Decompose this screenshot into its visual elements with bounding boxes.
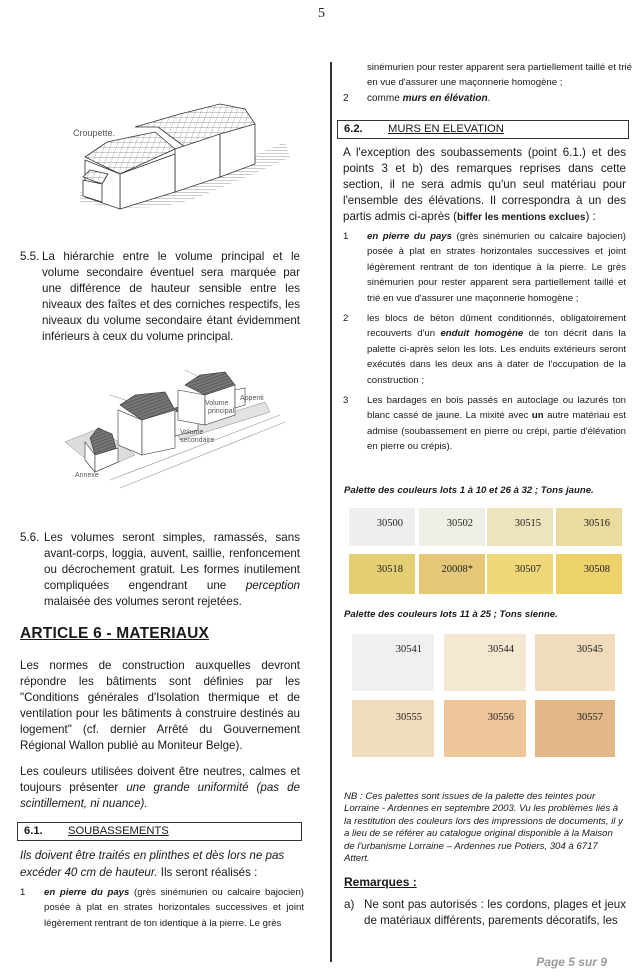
swatch-jaune-3: 30515	[487, 508, 553, 546]
palette-jaune-caption: Palette des couleurs lots 1 à 10 et 26 à 32 ; Tons jaune.	[344, 485, 594, 496]
swatch-jaune-7: 30507	[487, 554, 553, 594]
paragraph-5-6	[20, 530, 300, 610]
list-number: 2	[343, 93, 349, 104]
list-number: 3	[343, 395, 349, 406]
swatch-sienne-6: 30557	[535, 700, 615, 757]
paragraph-couleurs: Les couleurs utilisées doivent être neutres, calmes et toujours présenter une grande uniformité (pas de scintillement, ni nuance).	[20, 765, 300, 810]
section-6-2-header	[337, 120, 629, 139]
list-text: comme murs en élévation.	[367, 93, 491, 104]
continuation-text: sinémurien pour rester apparent sera partiellement taillé et trié en vue d'assurer une maçonnerie homogène ;	[367, 62, 632, 89]
paragraph-number: 5.6.	[20, 531, 40, 544]
list-number: 2	[343, 313, 349, 324]
paragraph-6-1-intro: Ils doivent être traités en plinthes et dès lors ne pas excéder 40 cm de hauteur. Ils seront réalisés :	[20, 849, 285, 879]
nb-note: NB : Ces palettes sont issues de la palette des teintes pour Lorraine - Ardennes en septembre 2003. Vu les problèmes liés à la restitution des couleurs lors des impressions de documents, il y a lieu de se référer au catalogue original disponible à la Maison de l'urbanisme Lorraine – Ardennes rue Potiers, 304 à 6717 Attert.	[344, 791, 623, 865]
paragraph-5-5	[20, 249, 300, 345]
swatch-sienne-3: 30545	[535, 634, 615, 691]
swatch-sienne-4: 30555	[352, 700, 434, 757]
paragraph-number: 5.5.	[20, 250, 40, 263]
swatch-sienne-5: 30556	[444, 700, 526, 757]
swatch-jaune-1: 30500	[349, 508, 415, 546]
list-text: Les bardages en bois passés en autoclage ou lazurés ton blanc cassé de jaune. La mixité avec un autre matériau est admise (soubassement en pierre ou crépi, partie d'élévation en pierre ou crépis).	[367, 395, 626, 453]
house-sketch-icon	[40, 92, 320, 227]
list-item-2-continued	[343, 91, 623, 106]
swatch-jaune-6: 20008*	[419, 554, 485, 594]
label-volume-principal-2: principal	[208, 408, 235, 415]
swatch-sienne-1: 30541	[352, 634, 434, 691]
list-item-6-1-1	[20, 885, 304, 931]
list-item-6-2-3	[343, 393, 626, 455]
label-annexe: Annexe	[75, 472, 99, 479]
list-text: en pierre du pays (grès sinémurien ou calcaire bajocien) posée à plat en strates horizontales successives et joint légèrement rentrant de ton identique à la pierre. Le grès	[44, 887, 304, 929]
list-item-6-2-2	[343, 311, 626, 388]
section-6-1-header	[17, 822, 302, 841]
paragraph-text: La hiérarchie entre le volume principal et le volume secondaire éventuel sera marquée par une différence de hauteur sensible entre les niveaux des faîtes et des corniches respectifs, les niveaux du volume secondaire étant évidemment inférieurs à ceux du volume principal.	[42, 250, 300, 343]
list-item-6-2-1	[343, 229, 626, 306]
palette-sienne-caption: Palette des couleurs lots 11 à 25 ; Tons sienne.	[344, 609, 558, 620]
paragraph-normes: Les normes de construction auxquelles devront répondre les bâtiments sont définies par les "Conditions générales d'Isolation thermique et de ventilation pour les bâtiments à construire destinés au logement" (cf. dernier Arrêté du Gouvernement Régional Wallon publié au Moniteur Belge).	[20, 659, 300, 752]
volumes-diagram-icon	[60, 360, 320, 490]
section-title: MURS EN ELEVATION	[388, 123, 504, 135]
list-number: 1	[343, 231, 349, 242]
list-text: en pierre du pays (grès sinémurien ou calcaire bajocien) posée à plat en strates horizontales successives et joint légèrement rentrant de ton identique à la pierre. Le grès sinémurien pour rester apparent sera partiellement taillé et trié en vue d'assurer une maçonnerie homogène ;	[367, 231, 626, 304]
paragraph-6-2-intro: A l'exception des soubassements (point 6.1.) et des points 3 et b) des remarques reprises dans cette section, il ne sera admis qu'un seul matériau pour l'ensemble des élévations. Il correspondra à un des partis admis ci-après (biffer les mentions exclues) :	[343, 146, 626, 223]
swatch-jaune-4: 30516	[556, 508, 622, 546]
section-number: 6.2.	[344, 123, 363, 135]
page-footer: Page 5 sur 9	[536, 955, 607, 969]
list-text: les blocs de béton dûment conditionnés, obligatoirement recouverts d'un enduit homogène de ton décrit dans la palette ci-après selon les lots. Les enduits extérieurs seront exécutés dans les deux ans à dater de l'occupation de la construction ;	[367, 313, 626, 386]
column-divider	[330, 62, 332, 962]
swatch-jaune-8: 30508	[556, 554, 622, 594]
label-volume-secondaire: Volume	[180, 429, 204, 436]
list-label: a)	[344, 898, 355, 911]
remarque-item-a	[344, 897, 626, 929]
label-appenti: Appenti	[240, 395, 264, 402]
figure-volumes	[60, 360, 320, 490]
figure-label-croupette: Croupette.	[73, 128, 116, 138]
label-volume-secondaire-2: secondaire	[180, 437, 215, 444]
swatch-sienne-2: 30544	[444, 634, 526, 691]
page-number: 5	[318, 6, 325, 21]
figure-croupette	[40, 92, 320, 227]
swatch-jaune-5: 30518	[349, 554, 415, 594]
section-number: 6.1.	[24, 825, 43, 837]
list-text: Ne sont pas autorisés : les cordons, plages et jeux de matériaux différents, parements décoratifs, les	[364, 898, 626, 927]
article-title: ARTICLE 6 - MATERIAUX	[20, 625, 210, 642]
list-number: 1	[20, 887, 26, 898]
section-title: SOUBASSEMENTS	[68, 825, 169, 837]
paragraph-text: Les volumes seront simples, ramassés, sans avant-corps, loggia, auvent, saillie, renfoncement ou décrochement gratuit. Les formes inutilement compliquées engendrant une perception malaisée des volumes seront rejetées.	[44, 531, 300, 608]
label-volume-principal: Volume	[205, 400, 229, 407]
remarques-title: Remarques :	[344, 875, 417, 889]
swatch-jaune-2: 30502	[419, 508, 485, 546]
